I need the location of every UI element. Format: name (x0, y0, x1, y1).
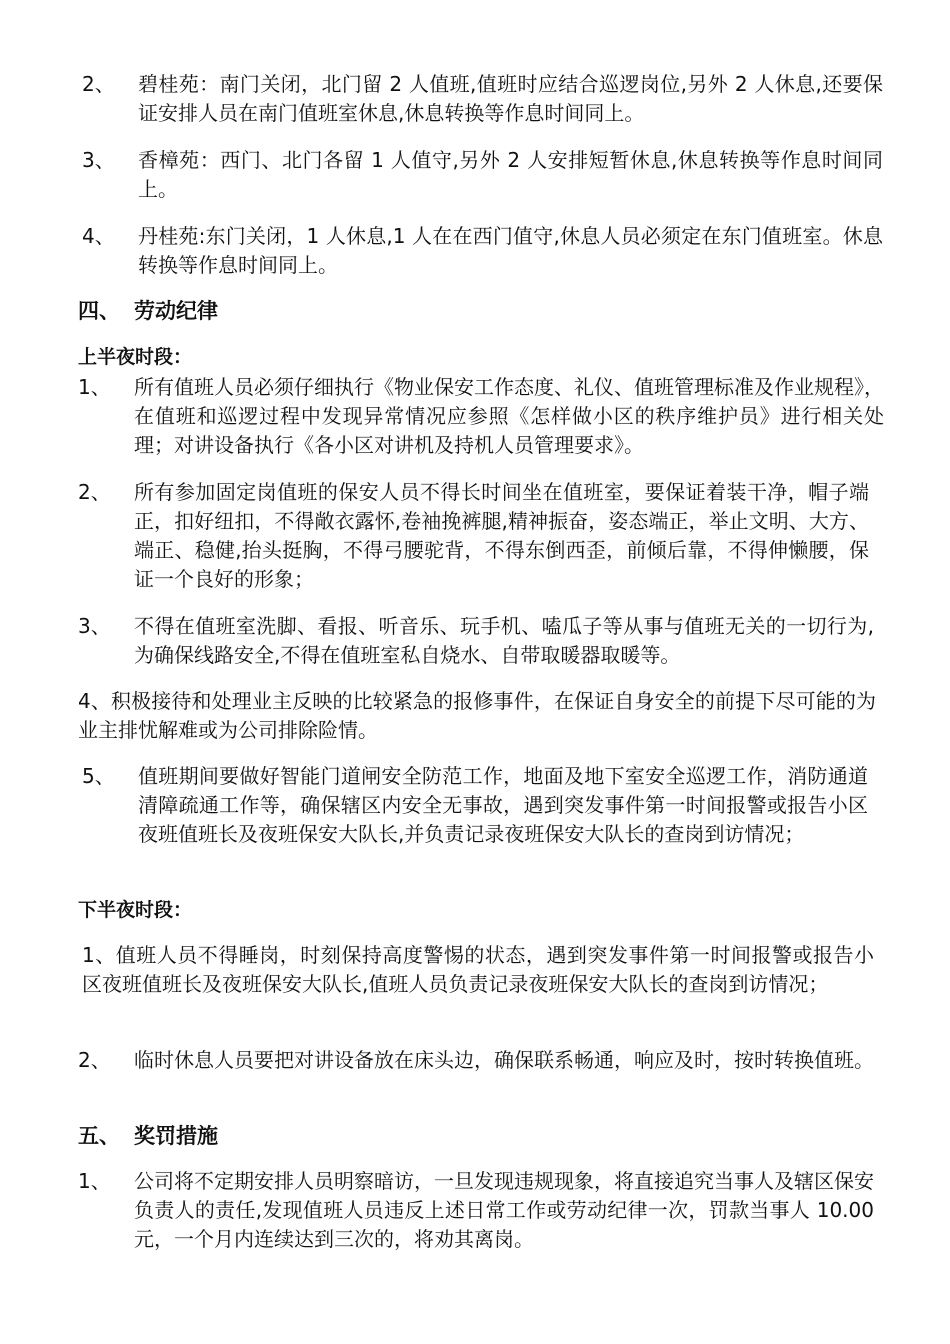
list-item: 临时休息人员要把对讲设备放在床头边，确保联系畅通，响应及时，按时转换值班。 (134, 1048, 874, 1072)
list-item: 所有值班人员必须仔细执行《物业保安工作态度、礼仪、值班管理标准及作业规程》，在值班和巡逻过程中发现异常情况应参照《怎样做小区的秩序维护员》进行相关处理；对讲设备执行《各小区对讲机及持机人员管理要求》。 (134, 375, 884, 457)
list-item: 碧桂苑：南门关闭，北门留 2 人值班,值班时应结合巡逻岗位,另外 2 人休息,还要保证安排人员在南门值班室休息,休息转换等作息时间同上。 (138, 72, 883, 125)
item-number: 2、 (78, 480, 111, 504)
item-number: 1、 (78, 1169, 111, 1193)
item-number: 4、 (82, 224, 115, 248)
subsection-label: 下半夜时段： (78, 899, 193, 921)
item-number: 3、 (78, 614, 111, 638)
list-item: 值班期间要做好智能门道闸安全防范工作，地面及地下室安全巡逻工作，消防通道清障疏通工作等，确保辖区内安全无事故，遇到突发事件第一时间报警或报告小区夜班值班长及夜班保安大队长,并负责记录夜班保安大队长的查岗到访情况； (138, 764, 868, 846)
item-number: 2、 (82, 72, 115, 96)
item-number: 5、 (82, 764, 115, 788)
section-number: 四、 (78, 299, 120, 323)
item-number: 3、 (82, 148, 115, 172)
section-number: 五、 (78, 1124, 120, 1148)
item-number: 2、 (78, 1048, 111, 1072)
section-title: 劳动纪律 (134, 299, 218, 323)
list-item: 丹桂苑:东门关闭，1 人休息,1 人在在西门值守,休息人员必须定在东门值班室。休息转换等作息时间同上。 (138, 224, 883, 277)
list-item: 不得在值班室洗脚、看报、听音乐、玩手机、嗑瓜子等从事与值班无关的一切行为,为确保线路安全,不得在值班室私自烧水、自带取暖器取暖等。 (134, 614, 874, 667)
list-item: 4、积极接待和处理业主反映的比较紧急的报修事件，在保证自身安全的前提下尽可能的为业主排忧解难或为公司排除险情。 (78, 689, 876, 742)
subsection-label: 上半夜时段： (78, 346, 193, 368)
item-number: 1、 (78, 375, 111, 399)
list-item: 香樟苑：西门、北门各留 1 人值守,另外 2 人安排短暂休息,休息转换等作息时间同上。 (138, 148, 883, 201)
list-item: 公司将不定期安排人员明察暗访，一旦发现违规现象，将直接追究当事人及辖区保安负责人的责任,发现值班人员违反上述日常工作或劳动纪律一次，罚款当事人 10.00 元，一个月内连续达到三次的，将劝其离岗。 (134, 1169, 874, 1251)
section-title: 奖罚措施 (134, 1124, 218, 1148)
list-item: 1、值班人员不得睡岗，时刻保持高度警惕的状态，遇到突发事件第一时间报警或报告小区夜班值班长及夜班保安大队长,值班人员负责记录夜班保安大队长的查岗到访情况； (82, 943, 874, 996)
list-item: 所有参加固定岗值班的保安人员不得长时间坐在值班室，要保证着装干净，帽子端正，扣好纽扣，不得敞衣露怀,卷袖挽裤腿,精神振奋，姿态端正，举止文明、大方、端正、稳健,抬头挺胸，不得弓腰驼背，不得东倒西歪，前倾后靠，不得伸懒腰，保证一个良好的形象； (134, 480, 869, 591)
